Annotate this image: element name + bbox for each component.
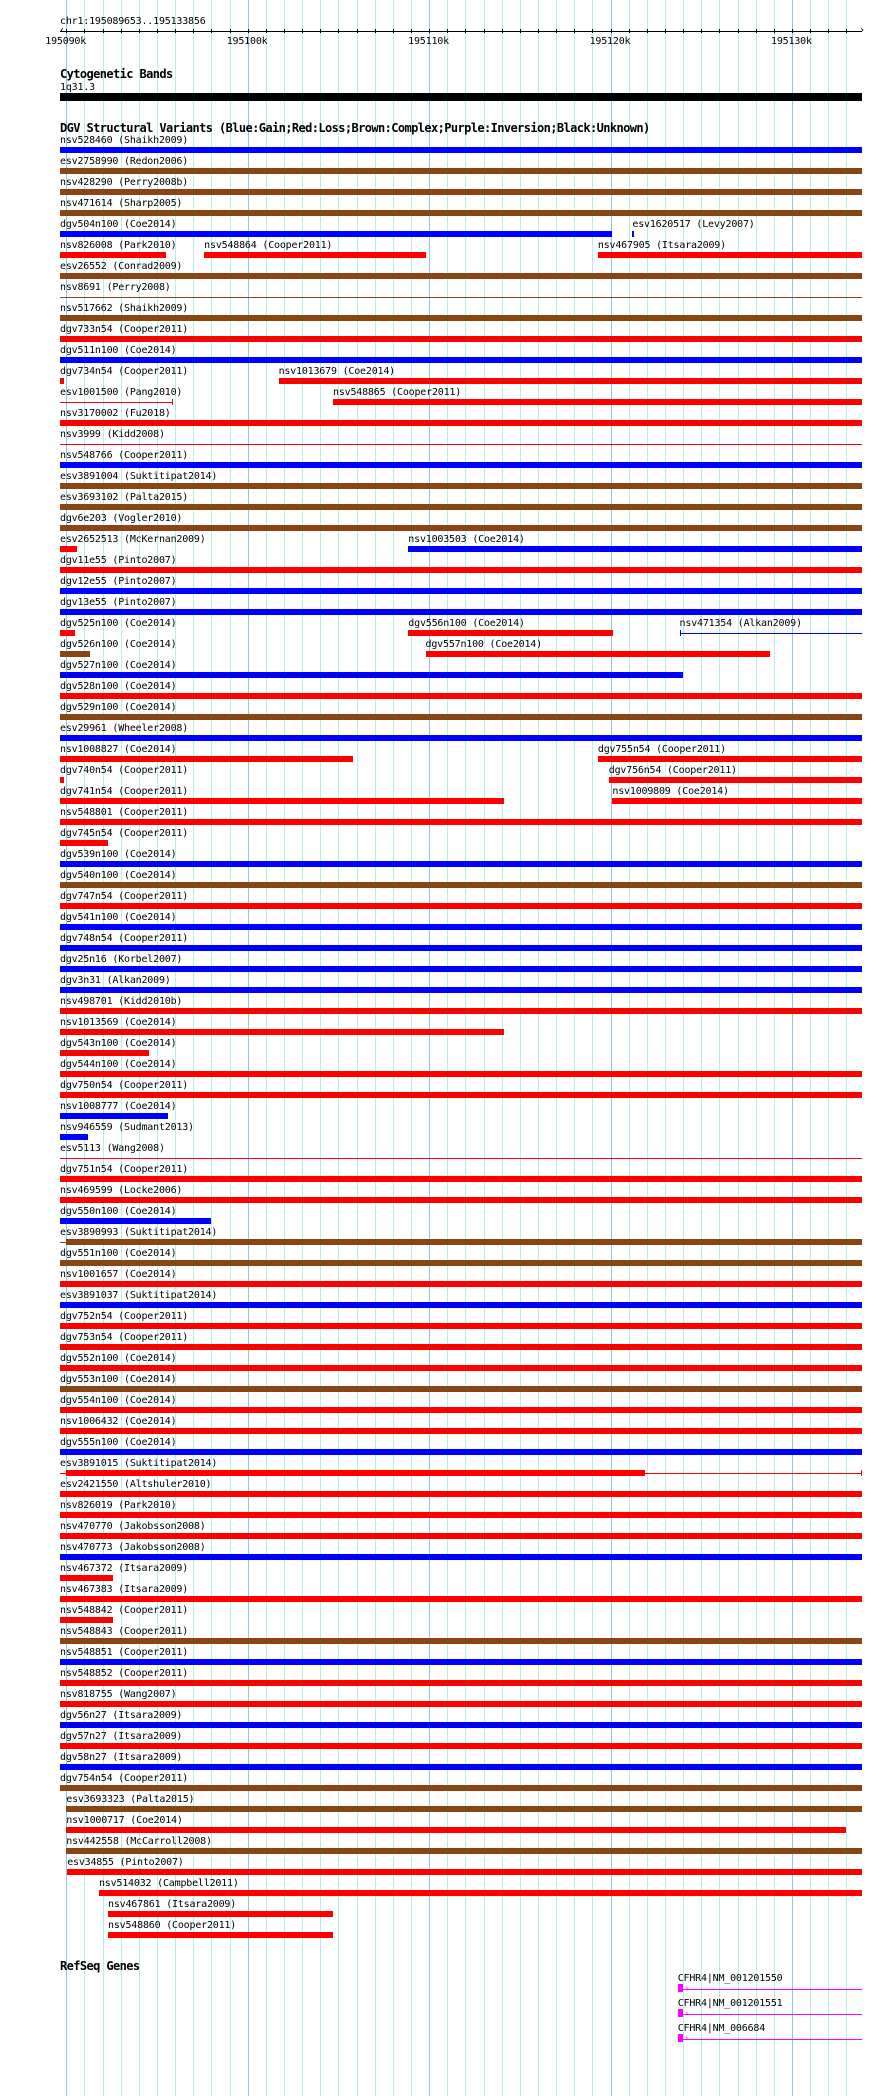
variant-bar[interactable] [60,840,108,846]
variant-label[interactable]: nsv1009809 (Coe2014) [612,786,729,797]
variant-bar[interactable] [60,798,504,804]
variant-bar[interactable] [408,630,613,636]
variant-bar[interactable] [60,336,862,342]
ruler-tick [266,29,267,33]
variant-label[interactable]: nsv471354 (Alkan2009) [679,618,802,629]
variant-label[interactable]: dgv741n54 (Cooper2011) [60,786,189,797]
variant-label[interactable]: nsv1008827 (Coe2014) [60,744,177,755]
variant-bar[interactable] [60,1428,862,1434]
variant-bar[interactable] [60,1512,862,1518]
strand-arrow-icon: › [683,2009,689,2019]
ruler-tick [629,29,630,33]
variant-bar[interactable] [60,861,862,867]
variant-bar[interactable] [60,1365,862,1371]
variant-label[interactable]: dgv541n100 (Coe2014) [60,912,177,923]
ruler-tick [756,29,757,33]
variant-label[interactable]: esv3891037 (Suktitipat2014) [60,1290,218,1301]
variant-label[interactable]: dgv528n100 (Coe2014) [60,681,177,692]
variant-label[interactable]: nsv469599 (Locke2006) [60,1185,183,1196]
ruler-tick [810,29,811,33]
variant-label[interactable]: dgv58n27 (Itsara2009) [60,1752,183,1763]
refseq-track-title: RefSeq Genes [60,1959,140,1973]
variant-label[interactable]: dgv526n100 (Coe2014) [60,639,177,650]
gene-exon[interactable] [678,2009,683,2017]
ruler-tick [647,29,648,33]
ruler-tick [429,29,430,33]
cytoband-track-title: Cytogenetic Bands [60,67,173,81]
variant-label[interactable]: nsv826019 (Park2010) [60,1500,177,1511]
variant-label[interactable]: dgv556n100 (Coe2014) [408,618,525,629]
variant-bar[interactable] [60,777,64,783]
variant-bar[interactable] [60,693,862,699]
variant-bar[interactable] [60,1071,862,1077]
variant-label[interactable]: dgv755n54 (Cooper2011) [597,744,726,755]
variant-label[interactable]: dgv752n54 (Cooper2011) [60,1311,189,1322]
variant-label[interactable]: dgv57n27 (Itsara2009) [60,1731,183,1742]
variant-bar[interactable] [60,1491,862,1497]
variant-bar[interactable] [60,1323,862,1329]
variant-bar[interactable] [60,1281,862,1287]
variant-bar[interactable] [60,1008,862,1014]
variant-label[interactable]: nsv514032 (Campbell2011) [98,1878,239,1889]
variant-bar[interactable] [60,1092,862,1098]
variant-label[interactable]: nsv428290 (Perry2008b) [60,177,189,188]
variant-label[interactable]: nsv548865 (Cooper2011) [333,387,462,398]
ruler-tick [465,29,466,33]
gene-intron-line[interactable] [683,2039,862,2040]
variant-label[interactable]: nsv826008 (Park2010) [60,240,177,251]
variant-bar[interactable] [60,1596,862,1602]
variant-label[interactable]: nsv3170002 (Fu2018) [60,408,171,419]
ruler-tick [556,29,557,33]
variant-label[interactable]: nsv528460 (Shaikh2009) [60,135,189,146]
ruler-tick [719,29,720,33]
ruler-tick [484,29,485,33]
variant-label[interactable]: nsv548852 (Cooper2011) [60,1668,189,1679]
variant-label[interactable]: nsv3999 (Kidd2008) [60,429,165,440]
ruler-tick [103,29,104,33]
variant-label[interactable]: dgv511n100 (Coe2014) [60,345,177,356]
variant-bar[interactable] [60,1785,862,1791]
variant-label[interactable]: dgv747n54 (Cooper2011) [60,891,189,902]
variant-label[interactable]: dgv750n54 (Cooper2011) [60,1080,189,1091]
variant-bar[interactable] [60,1743,862,1749]
ruler-tick [792,29,793,33]
ruler-tick [66,29,67,33]
variant-label[interactable]: nsv498701 (Kidd2010b) [60,996,183,1007]
ruler-tick [248,29,249,33]
variant-label[interactable]: dgv740n54 (Cooper2011) [60,765,189,776]
ruler-tick [393,29,394,33]
variant-label[interactable]: dgv25n16 (Korbel2007) [60,954,183,965]
dgv-track-title: DGV Structural Variants (Blue:Gain;Red:Loss;Brown:Complex;Purple:Inversion;Black:Unknown) [60,121,650,135]
variant-label[interactable]: dgv3n31 (Alkan2009) [60,975,171,986]
variant-bar[interactable] [632,231,634,237]
gene-label[interactable]: CFHR4|NM_006684 [677,2023,766,2034]
variant-label[interactable]: nsv471614 (Sharp2005) [60,198,183,209]
ruler-tick [574,29,575,33]
variant-label[interactable]: esv3891015 (Suktitipat2014) [60,1458,218,1469]
ruler-tick [502,29,503,33]
variant-bar[interactable] [60,903,862,909]
variant-bar[interactable] [426,651,771,657]
gene-intron-line[interactable] [683,2014,862,2015]
variant-bar[interactable] [60,882,862,888]
gene-intron-line[interactable] [683,1989,862,1990]
ruler-tick [683,29,684,33]
variant-label[interactable]: nsv1000717 (Coe2014) [66,1815,183,1826]
variant-bar[interactable] [60,1575,113,1581]
variant-label[interactable]: esv5113 (Wang2008) [60,1143,165,1154]
ruler-tick [193,29,194,33]
ruler-tick-label: 195120k [589,36,631,47]
gene-label[interactable]: CFHR4|NM_001201551 [677,1998,783,2009]
variant-bar[interactable] [60,672,683,678]
ruler-tick [520,29,521,33]
ruler-tick [774,29,775,33]
variant-label[interactable]: esv2652513 (McKernan2009) [60,534,206,545]
ruler-tick [538,29,539,33]
variant-label[interactable]: esv3693102 (Palta2015) [60,492,189,503]
variant-end-tick [861,1470,862,1476]
variant-bar[interactable] [60,1113,168,1119]
variant-label[interactable]: esv3891004 (Suktitipat2014) [60,471,218,482]
variant-label[interactable]: dgv543n100 (Coe2014) [60,1038,177,1049]
variant-label[interactable]: dgv751n54 (Cooper2011) [60,1164,189,1175]
variant-bar[interactable] [66,1806,862,1812]
variant-label[interactable]: nsv818755 (Wang2007) [60,1689,177,1700]
variant-label[interactable]: esv2421550 (Altshuler2010) [60,1479,212,1490]
variant-label[interactable]: esv29961 (Wheeler2008) [60,723,189,734]
variant-bar-thin[interactable] [60,444,862,445]
variant-bar[interactable] [60,1302,862,1308]
variant-bar[interactable] [60,504,862,510]
ruler-tick [175,29,176,33]
variant-bar[interactable] [60,567,862,573]
variant-label[interactable]: nsv442558 (McCarroll2008) [66,1836,212,1847]
ruler-right-arrow-icon: › [859,25,865,36]
variant-bar[interactable] [60,735,862,741]
ruler-tick [230,29,231,33]
variant-bar[interactable] [612,798,862,804]
variant-label[interactable]: nsv467905 (Itsara2009) [597,240,726,251]
variant-label[interactable]: dgv551n100 (Coe2014) [60,1248,177,1259]
variant-bar[interactable] [60,1554,862,1560]
ruler-position: chr1:195089653..195133856 [60,16,206,27]
variant-label[interactable]: nsv548842 (Cooper2011) [60,1605,189,1616]
variant-label[interactable]: dgv11e55 (Pinto2007) [60,555,177,566]
ruler-tick [302,29,303,33]
strand-arrow-icon: › [683,2034,689,2044]
variant-label[interactable]: esv26552 (Conrad2009) [60,261,183,272]
variant-label[interactable]: dgv554n100 (Coe2014) [60,1395,177,1406]
variant-label[interactable]: dgv555n100 (Coe2014) [60,1437,177,1448]
ruler-line [60,31,862,32]
variant-label[interactable]: esv34855 (Pinto2007) [67,1857,184,1868]
gene-label[interactable]: CFHR4|NM_001201550 [677,1973,783,1984]
variant-bar[interactable] [60,924,862,930]
variant-bar[interactable] [60,525,862,531]
variant-bar-thin[interactable] [680,633,862,634]
variant-bar[interactable] [60,1386,862,1392]
variant-bar[interactable] [66,1827,846,1833]
variant-bar[interactable] [60,819,862,825]
variant-bar[interactable] [60,210,862,216]
variant-bar[interactable] [108,1911,333,1917]
variant-bar[interactable] [60,1176,862,1182]
cytoband-label: 1q31.3 [60,82,95,93]
variant-label[interactable]: dgv756n54 (Cooper2011) [608,765,737,776]
ruler-tick-label: 195100k [226,36,268,47]
variant-bar[interactable] [60,273,862,279]
variant-label[interactable]: dgv13e55 (Pinto2007) [60,597,177,608]
variant-bar[interactable] [60,1134,88,1140]
variant-bar-thin[interactable] [60,1158,862,1159]
variant-label[interactable]: nsv8691 (Perry2008) [60,282,171,293]
variant-label[interactable]: dgv745n54 (Cooper2011) [60,828,189,839]
variant-bar[interactable] [60,1701,862,1707]
variant-bar[interactable] [598,252,862,258]
variant-label[interactable]: esv3693323 (Palta2015) [66,1794,195,1805]
variant-bar[interactable] [60,1533,862,1539]
variant-bar[interactable] [60,231,612,237]
gene-exon[interactable] [678,1984,683,1992]
variant-bar[interactable] [60,651,90,657]
variant-label[interactable]: dgv12e55 (Pinto2007) [60,576,177,587]
variant-bar[interactable] [598,756,862,762]
variant-label[interactable]: nsv467861 (Itsara2009) [108,1899,237,1910]
variant-label[interactable]: dgv550n100 (Coe2014) [60,1206,177,1217]
variant-bar[interactable] [333,399,862,405]
variant-bar[interactable] [60,1050,149,1056]
ruler-tick [284,29,285,33]
variant-bar[interactable] [60,483,862,489]
variant-bar[interactable] [60,714,862,720]
variant-bar[interactable] [67,1869,862,1875]
variant-label[interactable]: dgv504n100 (Coe2014) [60,219,177,230]
ruler-tick [592,29,593,33]
variant-bar[interactable] [60,252,166,258]
variant-bar[interactable] [60,420,862,426]
ruler-left-arrow-icon: ‹ [59,25,65,36]
variant-label[interactable]: nsv1013679 (Coe2014) [278,366,395,377]
ruler-tick [139,29,140,33]
variant-end-tick [172,399,173,405]
variant-label[interactable]: nsv548864 (Cooper2011) [204,240,333,251]
ruler-tick [357,29,358,33]
variant-label[interactable]: nsv1001657 (Coe2014) [60,1269,177,1280]
variant-label[interactable]: dgv754n54 (Cooper2011) [60,1773,189,1784]
variant-label[interactable]: nsv467383 (Itsara2009) [60,1584,189,1595]
cytoband-bar[interactable] [60,93,862,101]
variant-label[interactable]: esv3890993 (Suktitipat2014) [60,1227,218,1238]
variant-bar[interactable] [60,147,862,153]
variant-label[interactable]: dgv734n54 (Cooper2011) [60,366,189,377]
variant-bar[interactable] [108,1932,333,1938]
variant-bar[interactable] [60,1344,862,1350]
ruler-tick-label: 195130k [771,36,812,47]
variant-bar[interactable] [60,189,862,195]
variant-bar[interactable] [60,1680,862,1686]
variant-label[interactable]: nsv548766 (Cooper2011) [60,450,189,461]
ruler-tick [320,29,321,33]
variant-bar[interactable] [279,378,862,384]
variant-bar[interactable] [60,987,862,993]
variant-label[interactable]: nsv470770 (Jakobsson2008) [60,1521,206,1532]
variant-label[interactable]: dgv6e203 (Vogler2010) [60,513,183,524]
variant-label[interactable]: dgv557n100 (Coe2014) [425,639,542,650]
ruler-tick [211,29,212,33]
variant-bar[interactable] [66,1239,862,1245]
variant-label[interactable]: dgv748n54 (Cooper2011) [60,933,189,944]
strand-arrow-icon: › [683,1984,689,1994]
variant-bar[interactable] [60,315,862,321]
variant-label[interactable]: nsv548801 (Cooper2011) [60,807,189,818]
variant-bar[interactable] [99,1890,862,1896]
ruler-tick [375,29,376,33]
variant-label[interactable]: nsv548851 (Cooper2011) [60,1647,189,1658]
variant-label[interactable]: nsv467372 (Itsara2009) [60,1563,189,1574]
variant-bar[interactable] [60,1218,211,1224]
ruler-tick [846,29,847,33]
variant-label[interactable]: nsv548860 (Cooper2011) [108,1920,237,1931]
ruler-tick [665,29,666,33]
variant-bar[interactable] [60,168,862,174]
variant-label[interactable]: nsv946559 (Sudmant2013) [60,1122,194,1133]
variant-bar[interactable] [66,1848,862,1854]
variant-label[interactable]: nsv517662 (Shaikh2009) [60,303,189,314]
variant-bar[interactable] [60,378,64,384]
variant-label[interactable]: dgv525n100 (Coe2014) [60,618,177,629]
variant-bar-thin[interactable] [60,297,862,298]
variant-label[interactable]: dgv540n100 (Coe2014) [60,870,177,881]
ruler-tick [338,29,339,33]
variant-label[interactable]: nsv470773 (Jakobsson2008) [60,1542,206,1553]
variant-bar[interactable] [60,966,862,972]
variant-bar-thin[interactable] [60,402,173,403]
variant-label[interactable]: nsv1008777 (Coe2014) [60,1101,177,1112]
variant-bar[interactable] [60,1617,113,1623]
variant-bar[interactable] [60,1449,862,1455]
variant-bar[interactable] [60,1659,862,1665]
variant-bar[interactable] [60,357,862,363]
variant-label[interactable]: nsv1013569 (Coe2014) [60,1017,177,1028]
variant-bar[interactable] [66,1470,645,1476]
variant-bar[interactable] [60,1638,862,1644]
variant-label[interactable]: esv1620517 (Levy2007) [632,219,755,230]
variant-label[interactable]: dgv753n54 (Cooper2011) [60,1332,189,1343]
variant-label[interactable]: dgv553n100 (Coe2014) [60,1374,177,1385]
variant-bar[interactable] [60,609,862,615]
variant-bar[interactable] [60,1029,504,1035]
gene-exon[interactable] [678,2034,683,2042]
variant-label[interactable]: esv1001500 (Pang2010) [60,387,183,398]
ruler-tick-label: 195110k [408,36,449,47]
ruler-tick [157,29,158,33]
variant-label[interactable]: dgv56n27 (Itsara2009) [60,1710,183,1721]
ruler-tick [447,29,448,33]
ruler-tick-label: 195090k [45,36,87,47]
variant-bar[interactable] [60,756,353,762]
ruler-tick [701,29,702,33]
variant-bar[interactable] [60,462,862,468]
variant-start-tick [680,630,681,636]
variant-label[interactable]: dgv539n100 (Coe2014) [60,849,177,860]
variant-bar[interactable] [60,1260,862,1266]
variant-label[interactable]: dgv733n54 (Cooper2011) [60,324,189,335]
variant-bar[interactable] [60,1407,862,1413]
variant-label[interactable]: dgv544n100 (Coe2014) [60,1059,177,1070]
variant-bar[interactable] [60,630,75,636]
variant-label[interactable]: dgv552n100 (Coe2014) [60,1353,177,1364]
ruler-tick [411,29,412,33]
variant-label[interactable]: esv2758990 (Redon2006) [60,156,189,167]
variant-bar[interactable] [60,1197,862,1203]
ruler-tick [611,29,612,33]
variant-bar[interactable] [60,588,862,594]
variant-label[interactable]: dgv529n100 (Coe2014) [60,702,177,713]
ruler-tick [738,29,739,33]
variant-bar[interactable] [60,546,77,552]
variant-bar[interactable] [60,945,862,951]
variant-bar[interactable] [609,777,862,783]
variant-label[interactable]: nsv1006432 (Coe2014) [60,1416,177,1427]
ruler-tick [121,29,122,33]
variant-label[interactable]: nsv548843 (Cooper2011) [60,1626,189,1637]
variant-bar[interactable] [408,546,862,552]
ruler-tick [84,29,85,33]
variant-label[interactable]: dgv527n100 (Coe2014) [60,660,177,671]
ruler-tick [828,29,829,33]
variant-label[interactable]: nsv1003503 (Coe2014) [408,534,525,545]
variant-bar[interactable] [60,1722,862,1728]
variant-bar[interactable] [204,252,426,258]
variant-bar[interactable] [60,1764,862,1770]
